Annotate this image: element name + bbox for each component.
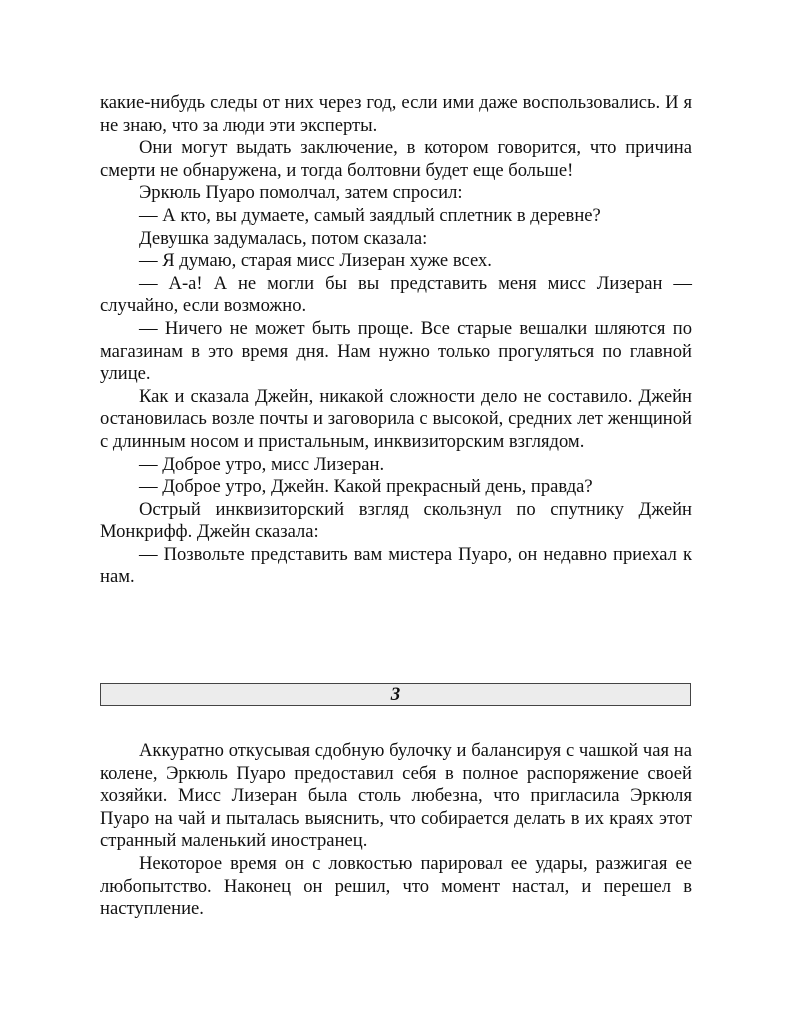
- paragraph: — Я думаю, старая мисс Лизеран хуже всех.: [139, 250, 492, 272]
- paragraph: — А кто, вы думаете, самый заядлый сплетник в деревне?: [139, 204, 601, 226]
- paragraph: Они могут выдать заключение, в котором говорится, что причина смерти не обнаружена, и тогда болтовни будет еще больше!: [100, 137, 692, 181]
- paragraph: — Позвольте представить вам мистера Пуаро, он недавно приехал к нам.: [100, 543, 692, 588]
- paragraph: Аккуратно откусывая сдобную булочку и балансируя с чашкой чая на колене, Эркюль Пуаро предоставил себя в полное распоряжение своей хозяйки. Мисс Лизеран была столь любезна, что пригласила Эркюля Пуаро на чай и пыталась выяснить, что собирается делать в их краях этот странный маленький иностранец.: [100, 740, 692, 852]
- text-block-top: [100, 92, 692, 589]
- text-block-bottom: [100, 740, 692, 921]
- paragraph: — Доброе утро, Джейн. Какой прекрасный день, правда?: [139, 476, 593, 498]
- paragraph: — Ничего не может быть проще. Все старые вешалки шляются по магазинам в это время дня. Нам нужно только прогуляться по главной улице.: [100, 317, 692, 385]
- paragraph: Как и сказала Джейн, никакой сложности дело не составило. Джейн остановилась возле почты и заговорила с высокой, средних лет женщиной с длинным носом и пристальным, инквизиторским взглядом.: [100, 385, 692, 452]
- paragraph: Некоторое время он с ловкостью парировал ее удары, разжигая ее любопытство. Наконец он решил, что момент настал, и перешел в наступление.: [100, 852, 692, 920]
- paragraph: Острый инквизиторский взгляд скользнул по спутнику Джейн Монкрифф. Джейн сказала:: [100, 498, 692, 543]
- paragraph: — Доброе утро, мисс Лизеран.: [139, 453, 385, 475]
- paragraph: Эркюль Пуаро помолчал, затем спросил:: [139, 182, 463, 204]
- paragraph: Девушка задумалась, потом сказала:: [139, 227, 428, 249]
- chapter-heading: 3: [100, 683, 691, 706]
- paragraph: какие-нибудь следы от них через год, если ими даже воспользовались. И я не знаю, что за люди эти эксперты.: [100, 92, 692, 136]
- paragraph: — А-а! А не могли бы вы представить меня мисс Лизеран — случайно, если возможно.: [100, 272, 692, 317]
